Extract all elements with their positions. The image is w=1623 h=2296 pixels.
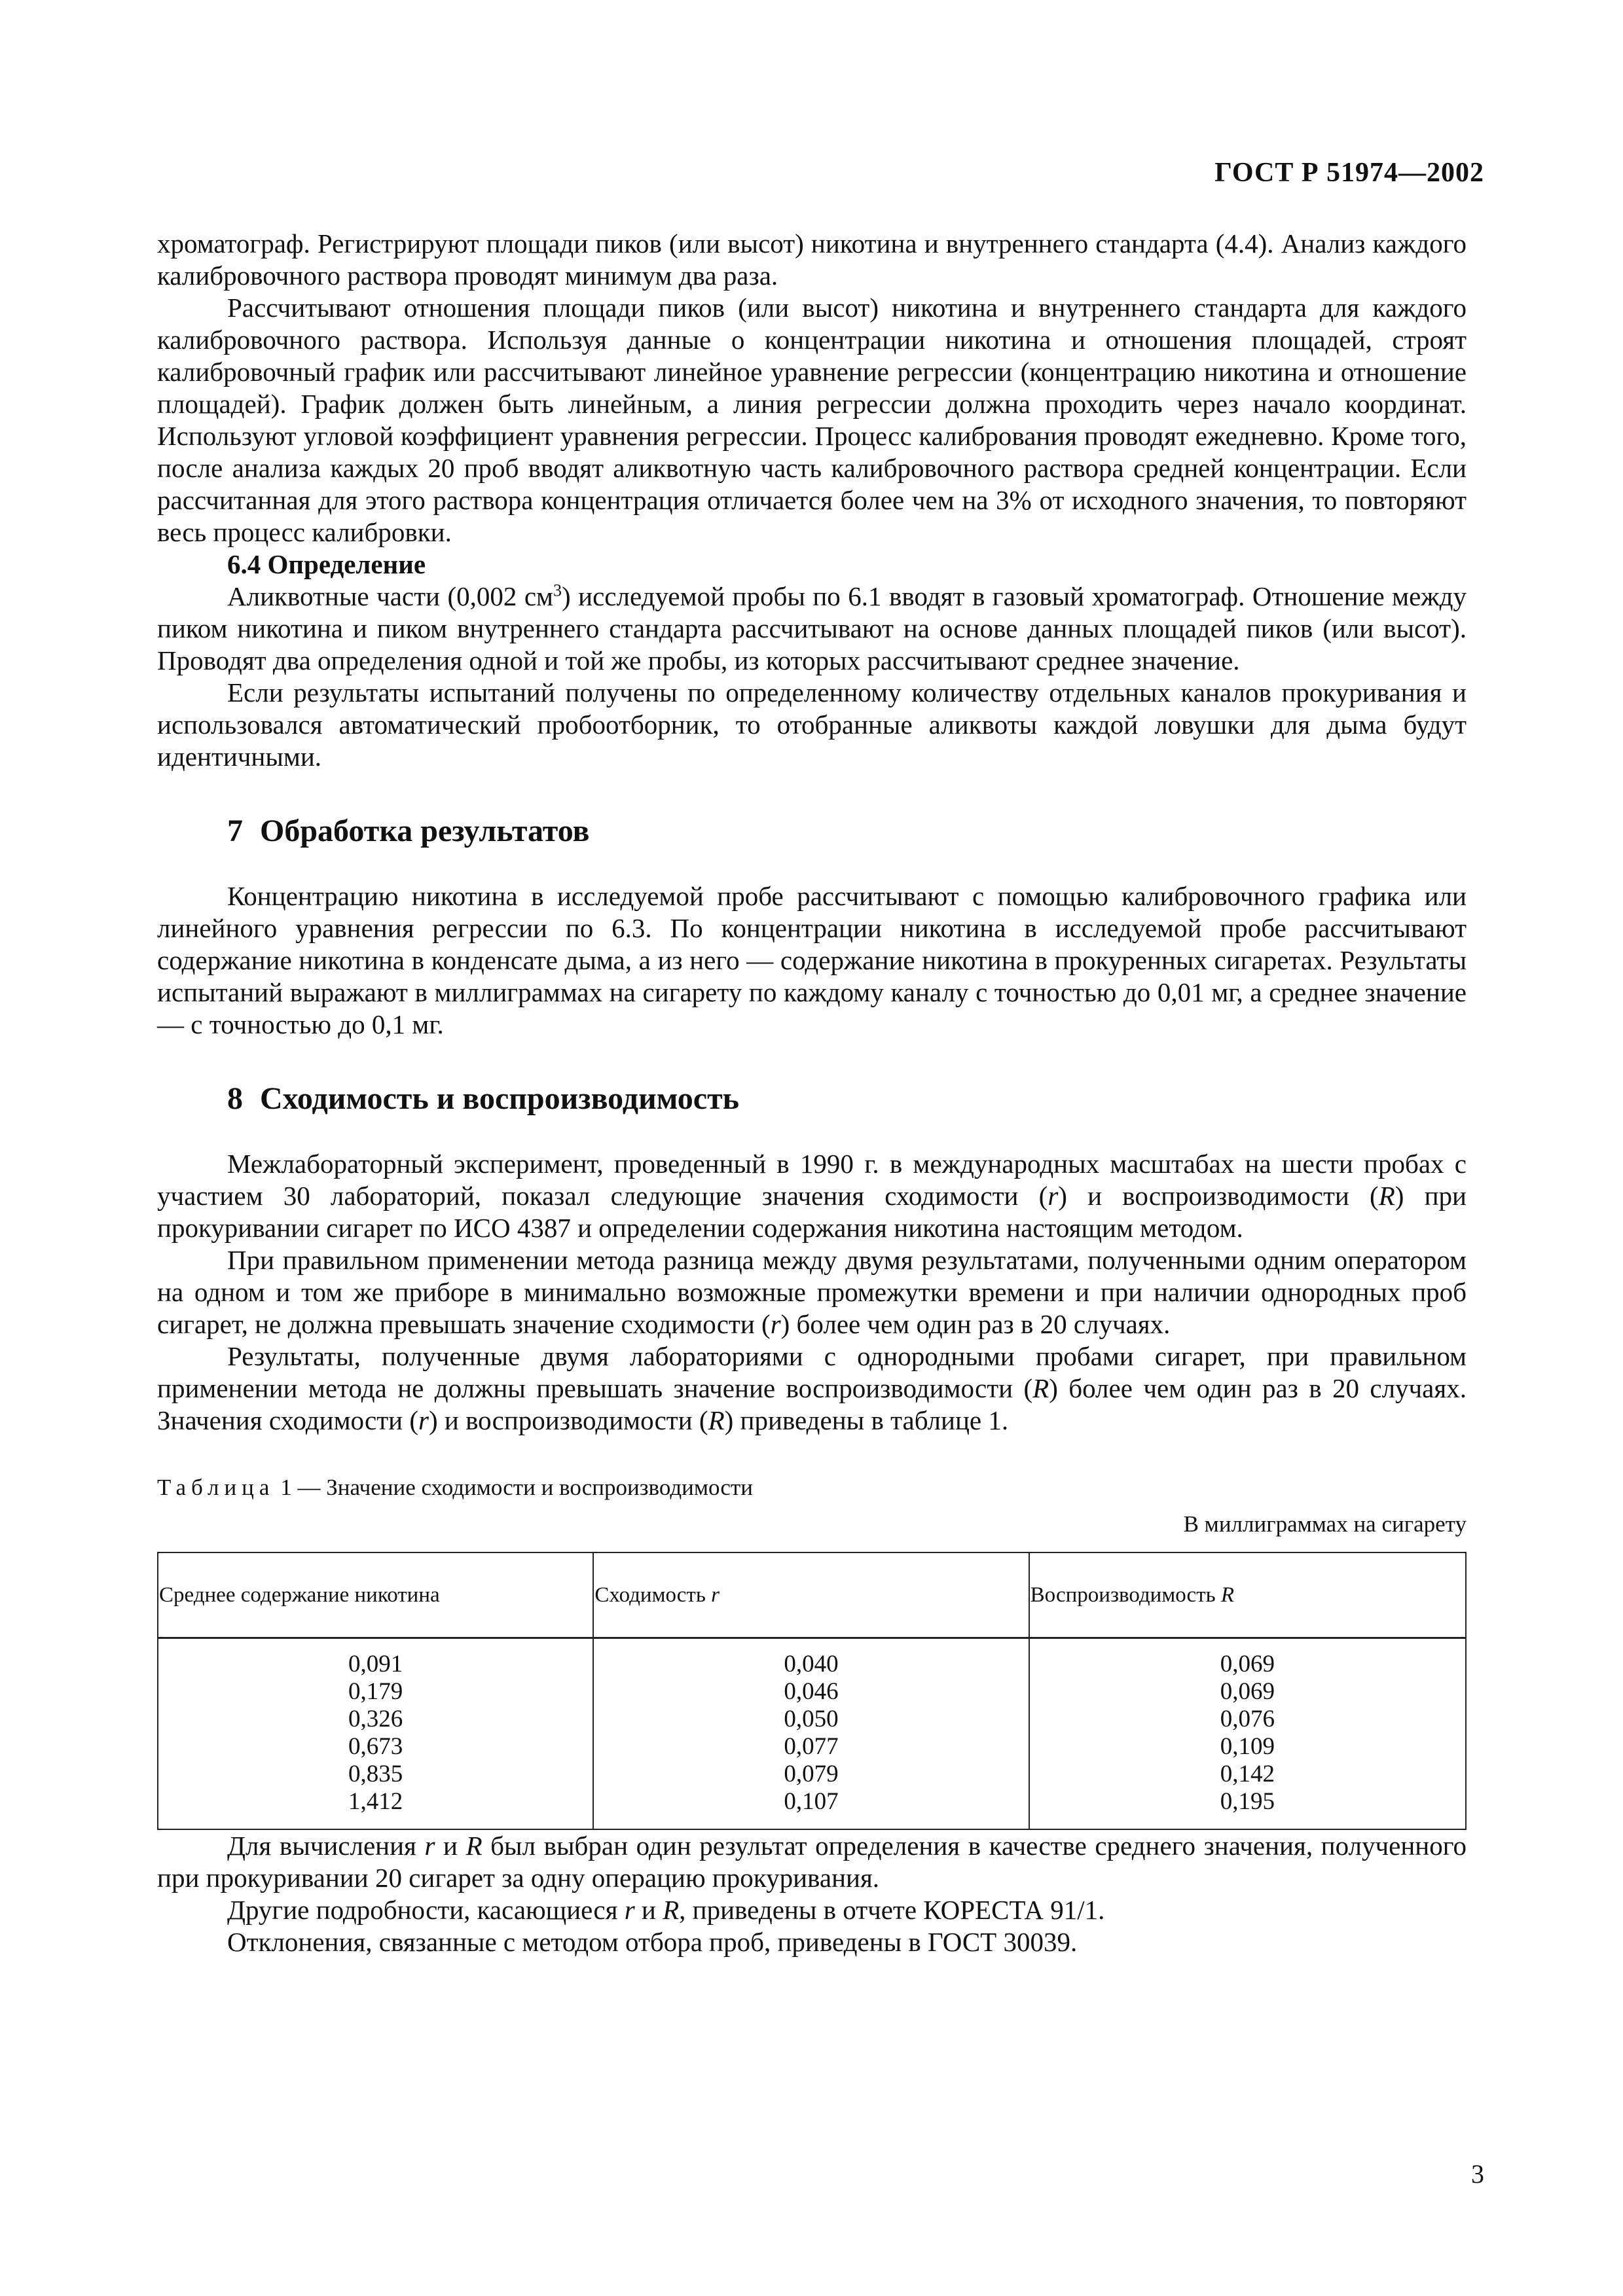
table-header-row (158, 1552, 1466, 1638)
table-cell: 0,091 0,179 0,326 0,673 0,835 1,412 (158, 1638, 593, 1830)
table-caption: Таблица 1 — Значение сходимости и воспроизводимости (157, 1475, 753, 1500)
subsection-heading: 6.4 Определение (227, 549, 426, 579)
paragraph: Если результаты испытаний получены по определенному количеству отдельных каналов прокуривания и использовался автоматический пробоотборник, то отобранные аликвоты каждой ловушки для дыма будут идентичными. (157, 677, 1467, 772)
results-table (157, 1552, 1467, 1830)
column-header: Среднее содержание никотина (158, 1552, 593, 1638)
table-cell: 0,069 0,069 0,076 0,109 0,142 0,195 (1029, 1638, 1466, 1830)
paragraph: Другие подробности, касающиеся r и R, приведены в отчете КОРЕСТА 91/1. (227, 1895, 1105, 1925)
column-header: Сходимость r (593, 1552, 1029, 1638)
section-heading: 8 Сходимость и воспроизводимость (227, 1081, 740, 1116)
column-header: Воспроизводимость R (1029, 1552, 1466, 1638)
table-units: В миллиграммах на сигарету (1183, 1511, 1467, 1537)
table-cell: 0,040 0,046 0,050 0,077 0,079 0,107 (593, 1638, 1029, 1830)
paragraph: Отклонения, связанные с методом отбора проб, приведены в ГОСТ 30039. (227, 1927, 1078, 1957)
paragraph: Рассчитывают отношения площади пиков (или высот) никотина и внутреннего стандарта для каждого калибровочного раствора. Используя данные о концентрации никотина и отношения площадей, строят калибровочный график или рассчитывают линейное уравнение регрессии (концентрацию никотина и отношение площадей). График должен быть линейным, а линия регрессии должна проходить через начало координат. Используют угловой коэффициент уравнения регрессии. Процесс калибрования проводят ежедневно. Кроме того, после анализа каждых 20 проб вводят аликвотную часть калибровочного раствора средней концентрации. Если рассчитанная для этого раствора концентрация отличается более чем на 3% от исходного значения, то повторяют весь процесс калибровки. (157, 293, 1467, 547)
paragraph: хроматограф. Регистрируют площади пиков (или высот) никотина и внутреннего стандарта (4.4). Анализ каждого калибровочного раствора проводят минимум два раза. (157, 228, 1467, 291)
table-row (158, 1638, 1466, 1830)
section-heading: 7 Обработка результатов (227, 814, 590, 848)
page-number: 3 (1471, 2159, 1484, 2189)
superscript: 3 (553, 581, 562, 600)
document-header: ГОСТ Р 51974—2002 (1214, 158, 1484, 188)
paragraph: Результаты, полученные двумя лабораториями с однородными пробами сигарет, при правильном применении метода не должны превышать значение воспроизводимости (R) более чем один раз в 20 случаях. Значения сходимости (r) и воспроизводимости (R) приведены в таблице 1. (157, 1341, 1467, 1435)
paragraph: Аликвотные части (0,002 $см^3$) исследуемой пробы по 6.1 вводят в газовый хроматограф. Отношение между пиком никотина и пиком внутреннего стандарта рассчитывают на основе данных площадей пиков (или высот). Проводят два определения одной и той же пробы, из которых рассчитывают среднее значение. (157, 581, 1467, 675)
paragraph: При правильном применении метода разница между двумя результатами, полученными одним оператором на одном и том же приборе в минимально возможные промежутки времени и при наличии однородных проб сигарет, не должна превышать значение сходимости (r) более чем один раз в 20 случаях. (157, 1245, 1467, 1339)
paragraph: Межлабораторный эксперимент, проведенный в 1990 г. в международных масштабах на шести пробах с участием 30 лабораторий, показал следующие значения сходимости (r) и воспроизводимости (R) при прокуривании сигарет по ИСО 4387 и определении содержания никотина настоящим методом. (157, 1149, 1467, 1243)
paragraph: Концентрацию никотина в исследуемой пробе рассчитывают с помощью калибровочного графика или линейного уравнения регрессии по 6.3. По концентрации никотина в исследуемой пробе рассчитывают содержание никотина в конденсате дыма, а из него — содержание никотина в прокуренных сигаретах. Результаты испытаний выражают в миллиграммах на сигарету по каждому каналу с точностью до 0,01 мг, а среднее значение — с точностью до 0,1 мг. (157, 881, 1467, 1039)
paragraph: Для вычисления r и R был выбран один результат определения в качестве среднего значения, полученного при прокуривании 20 сигарет за одну операцию прокуривания. (157, 1831, 1467, 1893)
document-body (157, 228, 1467, 1958)
